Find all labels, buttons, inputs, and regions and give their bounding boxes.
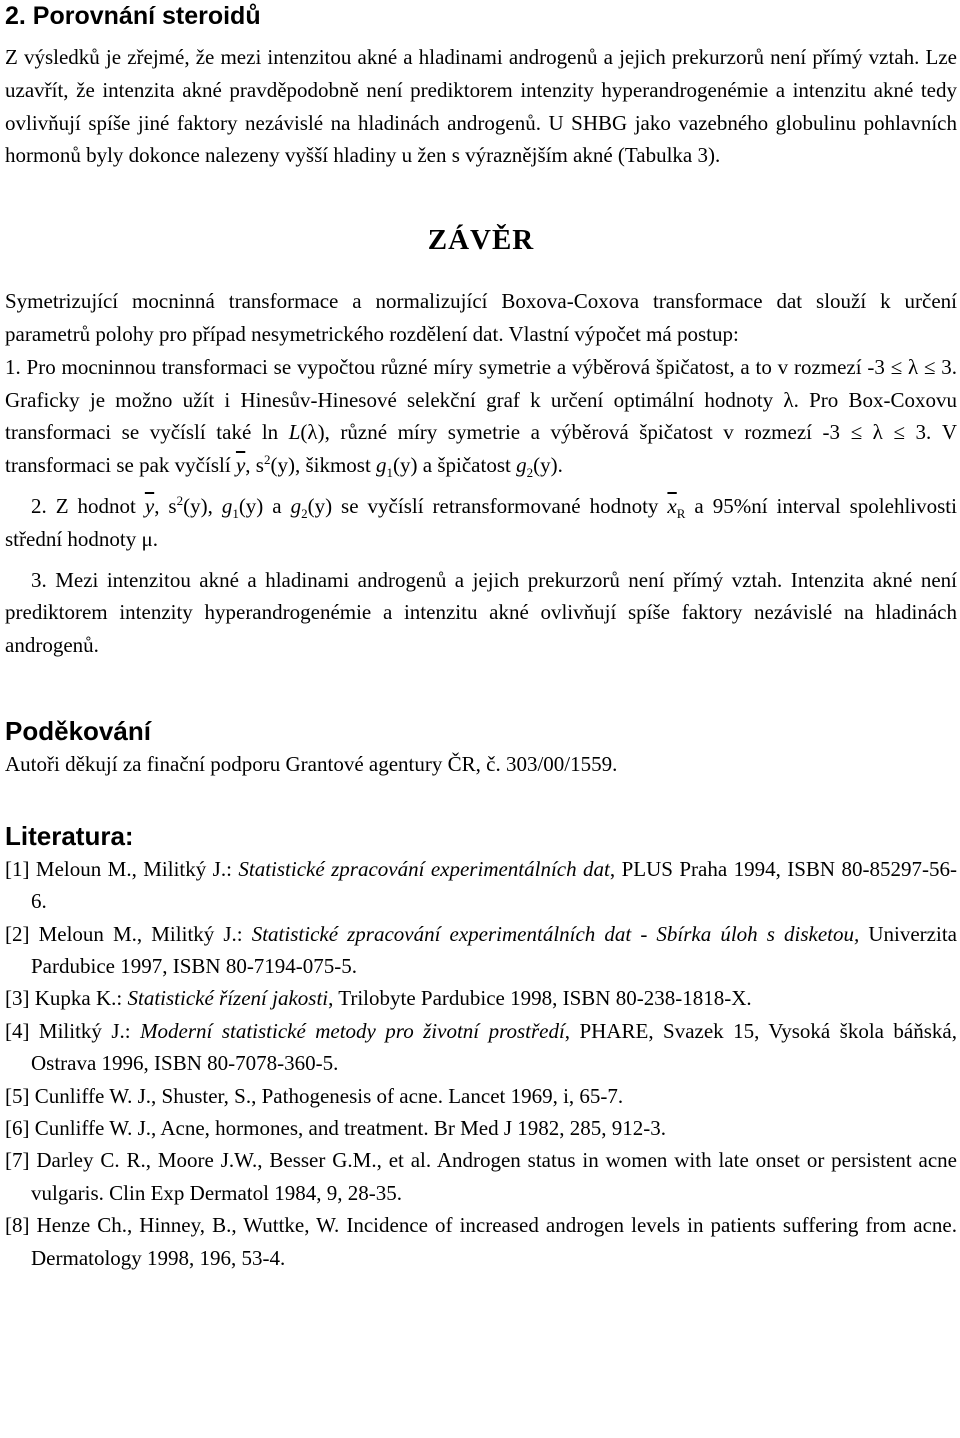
reference-item: [1] Meloun M., Militký J.: Statistické zpracování experimentálních dat, PLUS Praha 1994, ISBN 80-85297-56-6. bbox=[5, 856, 957, 914]
references-heading: Literatura: bbox=[5, 820, 134, 851]
reference-item: [3] Kupka K.: Statistické řízení jakosti, Trilobyte Pardubice 1998, ISBN 80-238-1818-X. bbox=[5, 986, 752, 1011]
document-page bbox=[5, 0, 957, 1274]
reference-item: [2] Meloun M., Militký J.: Statistické zpracování experimentálních dat - Sbírka úloh s disketou, Univerzita Pardubice 1997, ISBN 80-7194-075-5. bbox=[5, 921, 957, 978]
reference-item: [5] Cunliffe W. J., Shuster, S., Pathogenesis of acne. Lancet 1969, i, 65-7. bbox=[5, 1083, 624, 1108]
acknowledgement-heading: Poděkování bbox=[5, 715, 151, 746]
conclusion-intro: Symetrizující mocninná transformace a normalizující Boxova-Coxova transformace dat slouží k určení parametrů polohy pro případ nesymetrického rozdělení dat. Vlastní výpočet má postup: bbox=[5, 289, 957, 346]
reference-item: [6] Cunliffe W. J., Acne, hormones, and treatment. Br Med J 1982, 285, 912-3. bbox=[5, 1116, 667, 1140]
reference-item: [8] Henze Ch., Hinney, B., Wuttke, W. Incidence of increased androgen levels in patients suffering from acne. Dermatology 1998, 196, 53-4. bbox=[5, 1213, 957, 1270]
conclusion-heading: ZÁVĚR bbox=[427, 224, 535, 257]
references-list bbox=[5, 853, 957, 1274]
intro-paragraph: Z výsledků je zřejmé, že mezi intenzitou akné a hladinami androgenů a jejich prekurzorů není přímý vztah. Lze uzavřít, že intenzita akné pravděpodobně není prediktorem intenzity hyperandrogenémie a intenzitu akné tedy ovlivňují spíše jiné faktory nezávislé na hladinách androgenů. U SHBG jako vazebného globulinu pohlavních hormonů byly dokonce nalezeny vyšší hladiny u žen s výraznějším akné (Tabulka 3). bbox=[5, 45, 957, 168]
reference-item: [4] Militký J.: Moderní statistické metody pro životní prostředí, PHARE, Svazek 15, Vysoká škola báňská, Ostrava 1996, ISBN 80-7078-360-5. bbox=[5, 1018, 957, 1076]
step-1-paragraph: 1. Pro mocninnou transformaci se vypočtou různé míry symetrie a výběrová špičatost, a to v rozmezí -3 ≤ λ ≤ 3. Graficky je možno užít i Hinesův-Hinesové selekční graf k určení optimální hodnoty λ. Pro Box-Coxovu transformaci se vyčíslí také ln L(λ), různé míry symetrie a výběrová špičatost v rozmezí -3 ≤ λ ≤ 3. V transformaci se pak vyčíslí $\overline{y}$, $s^2(y)$, šikmost $g_1(y)$ a špičatost $g_2(y)$. bbox=[5, 354, 957, 481]
step-2-paragraph: 2. Z hodnot $\overline{y}$, $s^2(y)$, $g_1(y)$ a $g_2(y)$ se vyčíslí retransformované hodnoty $\overline{x}_R$ a 95%ní interval spolehlivosti střední hodnoty μ. bbox=[5, 492, 957, 551]
reference-item: [7] Darley C. R., Moore J.W., Besser G.M., et al. Androgen status in women with late onset or persistent acne vulgaris. Clin Exp Dermatol 1984, 9, 28-35. bbox=[5, 1148, 957, 1205]
step-3-paragraph: 3. Mezi intenzitou akné a hladinami androgenů a jejich prekurzorů není přímý vztah. Intenzita akné není prediktorem intenzity hyperandrogenémie a intenzitu akné ovlivňují spíše faktory nezávislé na hladinách androgenů. bbox=[5, 567, 957, 658]
acknowledgement-text: Autoři děkují za finační podporu Grantové agentury ČR, č. 303/00/1559. bbox=[5, 751, 618, 776]
section-title: 2. Porovnání steroidů bbox=[5, 2, 261, 30]
